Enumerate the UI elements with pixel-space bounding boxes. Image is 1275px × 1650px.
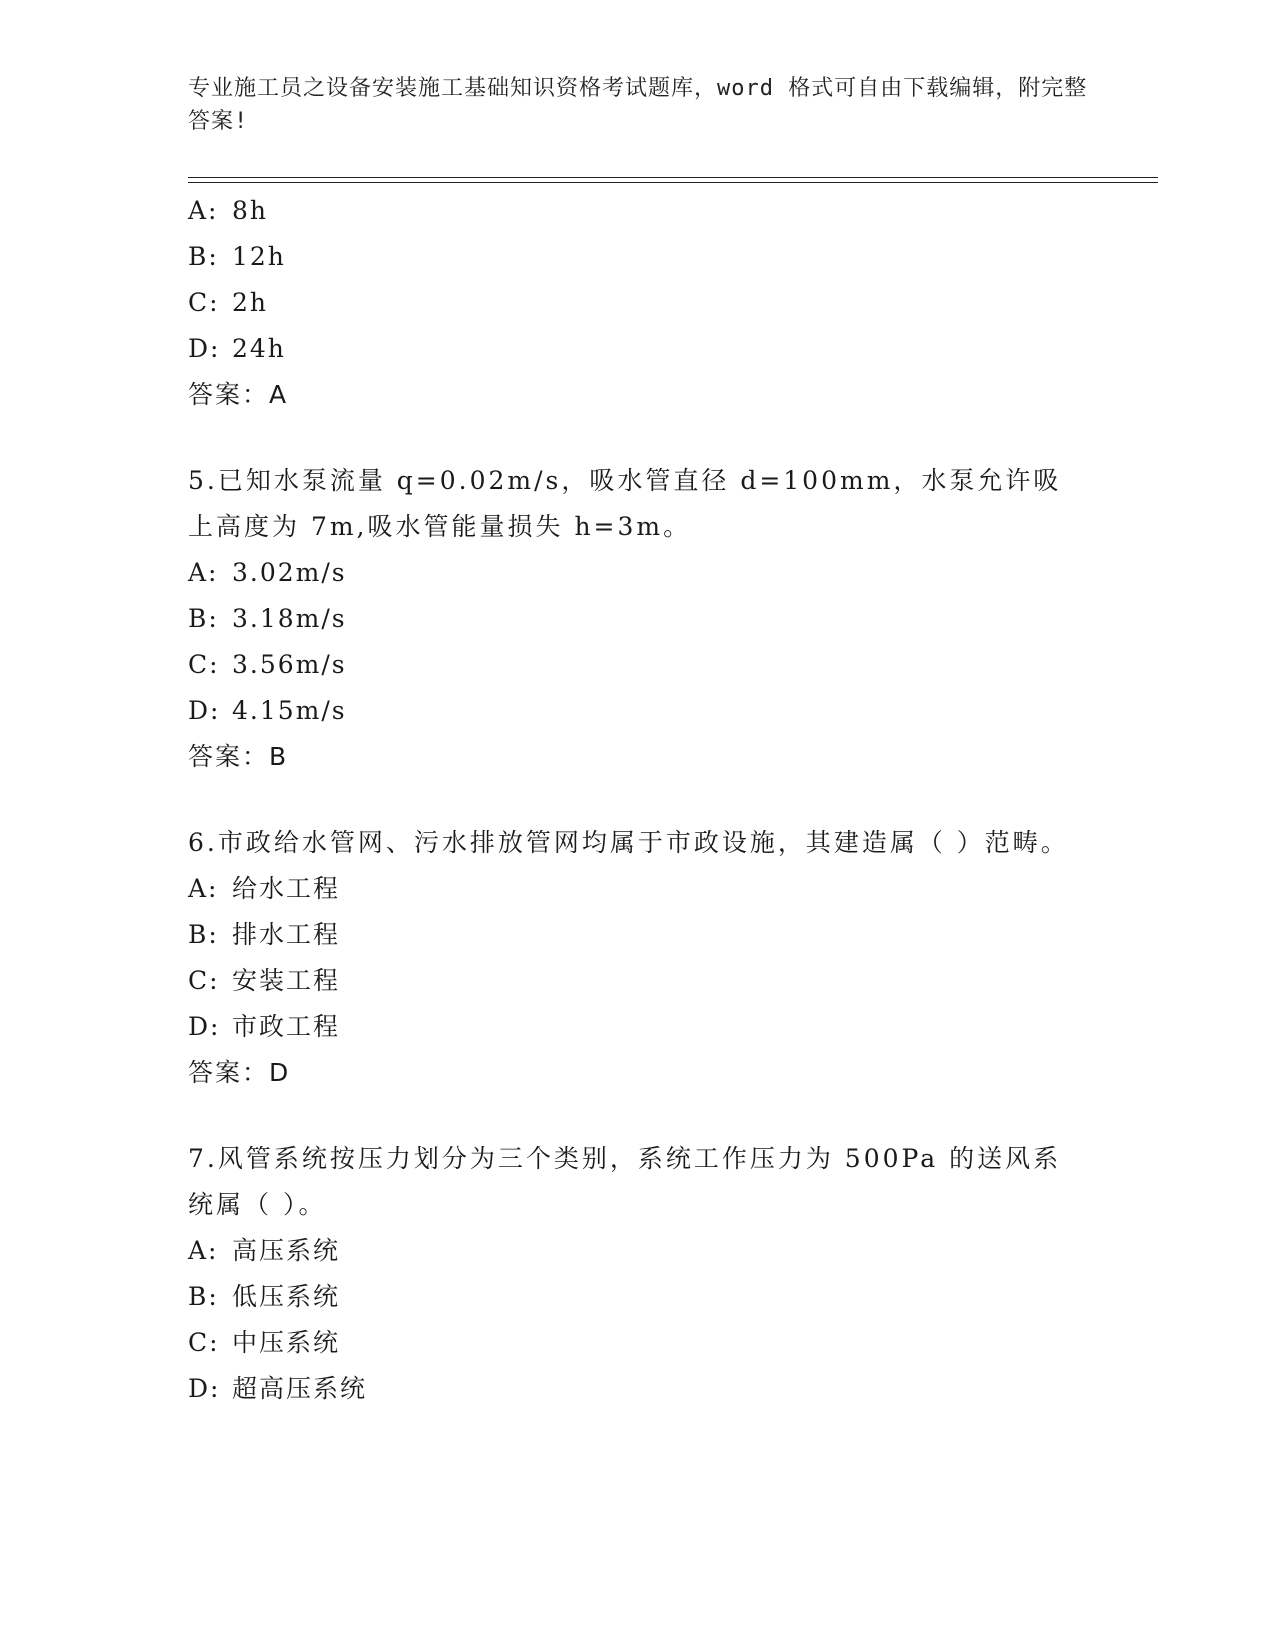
option-label: C:: [188, 288, 220, 317]
option-label: A:: [188, 874, 219, 903]
option-b: [188, 234, 1088, 280]
question-list: [188, 188, 1088, 1444]
question-text: 5.已知水泵流量 q=0.02m/s，吸水管直径 d=100mm，水泵允许吸上高度为 7m,吸水管能量损失 h=3m。: [188, 466, 1062, 541]
option-label: C:: [188, 650, 220, 679]
option-text: 市政工程: [232, 1012, 341, 1041]
option-text: 中压系统: [232, 1328, 341, 1357]
option-label: B:: [188, 920, 219, 949]
option-text: 4.15m/s: [232, 696, 347, 725]
option-c: [188, 280, 1088, 326]
option-label: B:: [188, 1282, 219, 1311]
option-text: 12h: [232, 242, 286, 271]
option-text: 给水工程: [232, 874, 341, 903]
option-a: [188, 1228, 1088, 1274]
option-d: [188, 1004, 1088, 1050]
option-label: D:: [188, 696, 221, 725]
option-label: D:: [188, 334, 221, 363]
option-label: A:: [188, 558, 219, 587]
option-d: [188, 326, 1088, 372]
option-text: 低压系统: [232, 1282, 341, 1311]
answer-text: 答案：A: [188, 380, 289, 409]
question-block-5: [188, 458, 1088, 780]
answer-text: 答案：D: [188, 1058, 291, 1087]
option-label: B:: [188, 242, 219, 271]
answer-text: 答案：B: [188, 742, 289, 771]
header-divider-bottom: [188, 182, 1158, 183]
document-header: 专业施工员之设备安装施工基础知识资格考试题库，word 格式可自由下载编辑，附完整答案!: [188, 76, 1088, 134]
option-text: 超高压系统: [232, 1374, 368, 1403]
question-text: 7.风管系统按压力划分为三个类别，系统工作压力为 500Pa 的送风系统属（ ）。: [188, 1144, 1062, 1219]
option-text: 24h: [232, 334, 286, 363]
option-b: [188, 596, 1088, 642]
option-label: C:: [188, 1328, 220, 1357]
option-label: B:: [188, 604, 219, 633]
option-text: 8h: [232, 196, 269, 225]
option-d: [188, 1366, 1088, 1412]
option-text: 高压系统: [232, 1236, 341, 1265]
option-b: [188, 912, 1088, 958]
option-text: 安装工程: [232, 966, 341, 995]
option-c: [188, 642, 1088, 688]
option-label: D:: [188, 1374, 221, 1403]
option-label: C:: [188, 966, 220, 995]
question-block-6: [188, 820, 1088, 1096]
option-a: [188, 188, 1088, 234]
option-text: 3.18m/s: [232, 604, 347, 633]
option-a: [188, 866, 1088, 912]
question-text: 6.市政给水管网、污水排放管网均属于市政设施，其建造属（ ）范畴。: [188, 828, 1069, 857]
option-c: [188, 1320, 1088, 1366]
option-text: 排水工程: [232, 920, 341, 949]
question-block-7: [188, 1136, 1088, 1412]
option-text: 2h: [232, 288, 269, 317]
option-label: A:: [188, 196, 219, 225]
option-b: [188, 1274, 1088, 1320]
option-d: [188, 688, 1088, 734]
option-a: [188, 550, 1088, 596]
header-divider-top: [188, 177, 1158, 178]
option-text: 3.56m/s: [232, 650, 347, 679]
question-block-4: [188, 188, 1088, 418]
option-label: D:: [188, 1012, 221, 1041]
option-c: [188, 958, 1088, 1004]
option-label: A:: [188, 1236, 219, 1265]
option-text: 3.02m/s: [232, 558, 347, 587]
